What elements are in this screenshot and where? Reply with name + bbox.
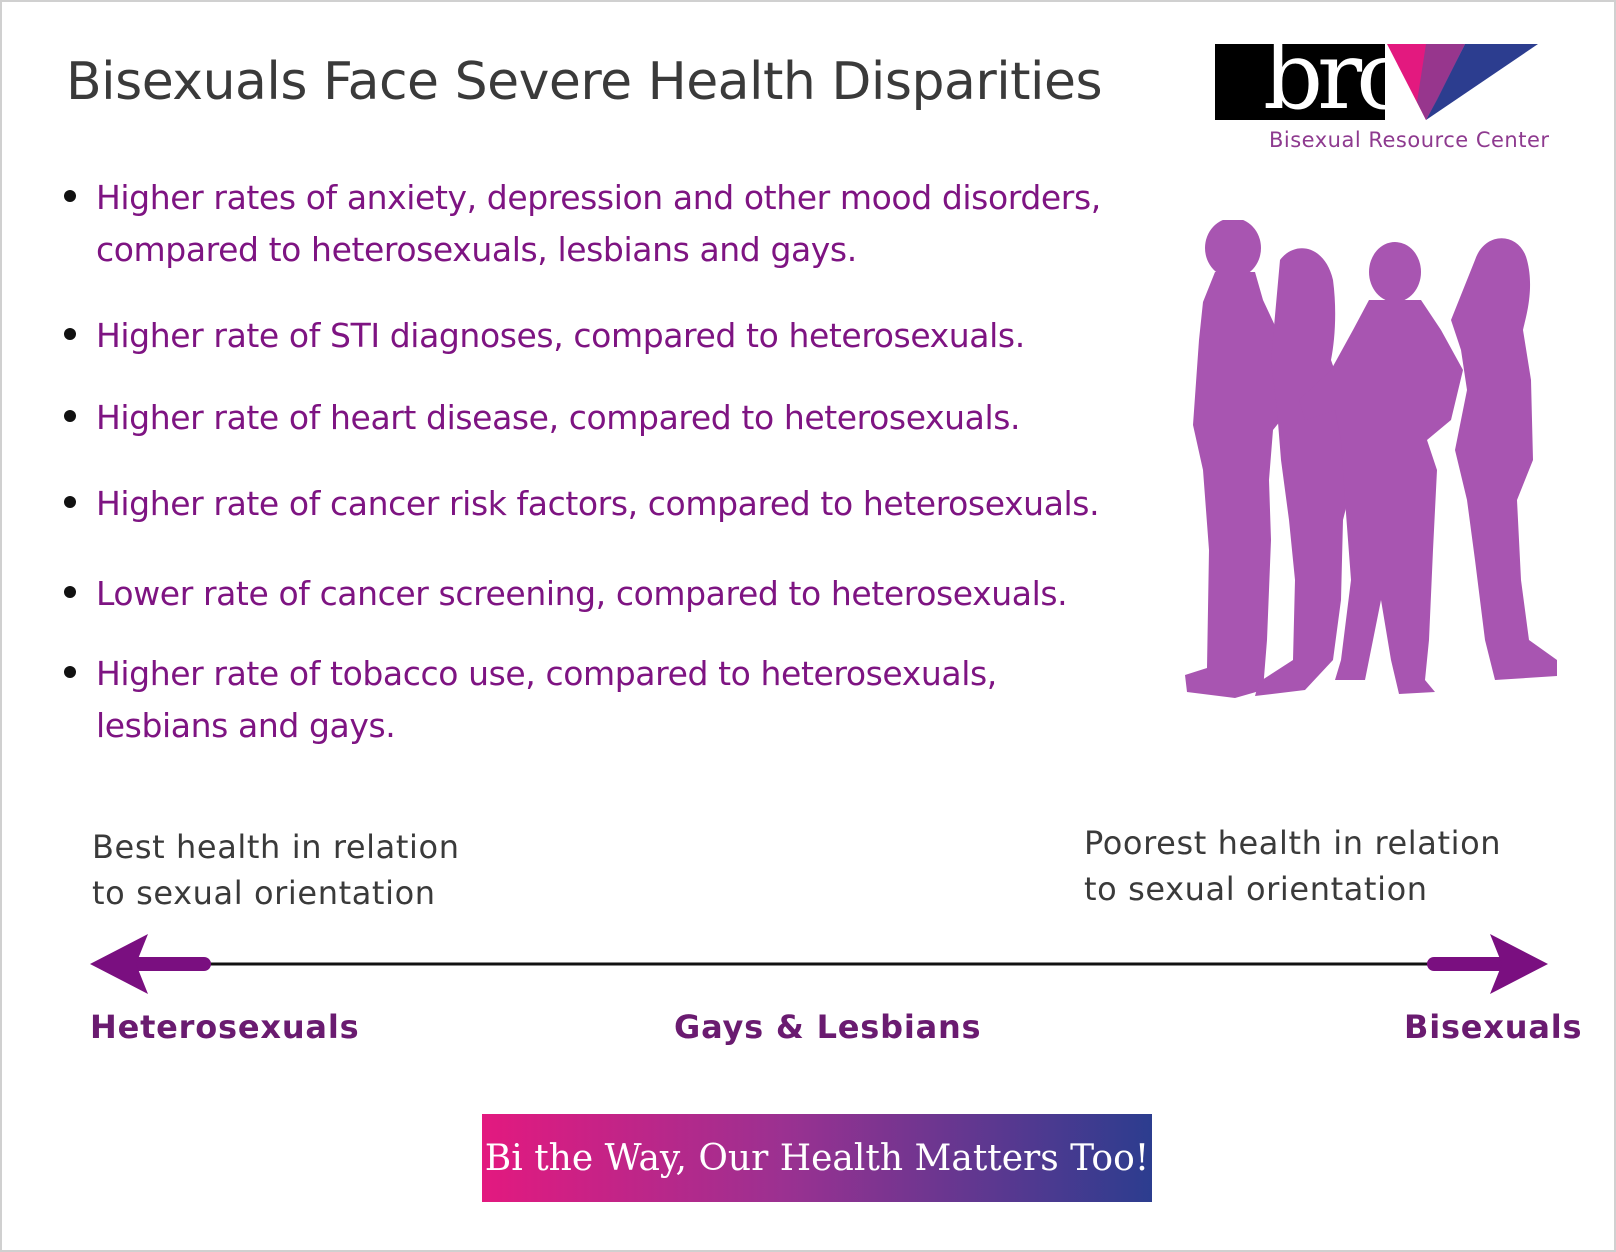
slogan-banner: Bi the Way, Our Health Matters Too! bbox=[482, 1114, 1152, 1202]
fact-line: compared to heterosexuals, lesbians and gays. bbox=[96, 230, 857, 269]
bullet-icon bbox=[64, 666, 76, 678]
brc-logo bbox=[1215, 22, 1585, 164]
bullet-icon bbox=[64, 496, 76, 508]
fact-line: Lower rate of cancer screening, compared to heterosexuals. bbox=[96, 574, 1068, 613]
fact-line: Higher rate of STI diagnoses, compared to heterosexuals. bbox=[96, 316, 1025, 355]
bullet-icon bbox=[64, 328, 76, 340]
fact-line: lesbians and gays. bbox=[96, 706, 396, 745]
logo-wordmark: brc bbox=[1263, 22, 1403, 131]
group-label-gays-lesbians: Gays & Lesbians bbox=[674, 1008, 982, 1046]
best-health-label: Best health in relation to sexual orientation bbox=[92, 828, 460, 912]
logo-triangle-icon bbox=[1215, 44, 1585, 124]
fact-line: Higher rate of cancer risk factors, compared to heterosexuals. bbox=[96, 484, 1100, 523]
fact-line: Higher rate of heart disease, compared to heterosexuals. bbox=[96, 398, 1021, 437]
poorest-health-label: Poorest health in relation to sexual orientation bbox=[1084, 824, 1502, 908]
bullet-icon bbox=[64, 410, 76, 422]
logo-tagline: Bisexual Resource Center bbox=[1269, 128, 1550, 152]
fact-line: Higher rates of anxiety, depression and other mood disorders, bbox=[96, 178, 1101, 217]
people-silhouette-icon bbox=[1185, 220, 1565, 720]
double-headed-arrow-icon bbox=[88, 930, 1550, 1002]
group-label-bisexuals: Bisexuals bbox=[1404, 1008, 1583, 1046]
bullet-icon bbox=[64, 586, 76, 598]
fact-line: Higher rate of tobacco use, compared to heterosexuals, bbox=[96, 654, 997, 693]
group-label-heterosexuals: Heterosexuals bbox=[90, 1008, 360, 1046]
page-title: Bisexuals Face Severe Health Disparities bbox=[66, 52, 1103, 112]
bullet-icon bbox=[64, 190, 76, 202]
